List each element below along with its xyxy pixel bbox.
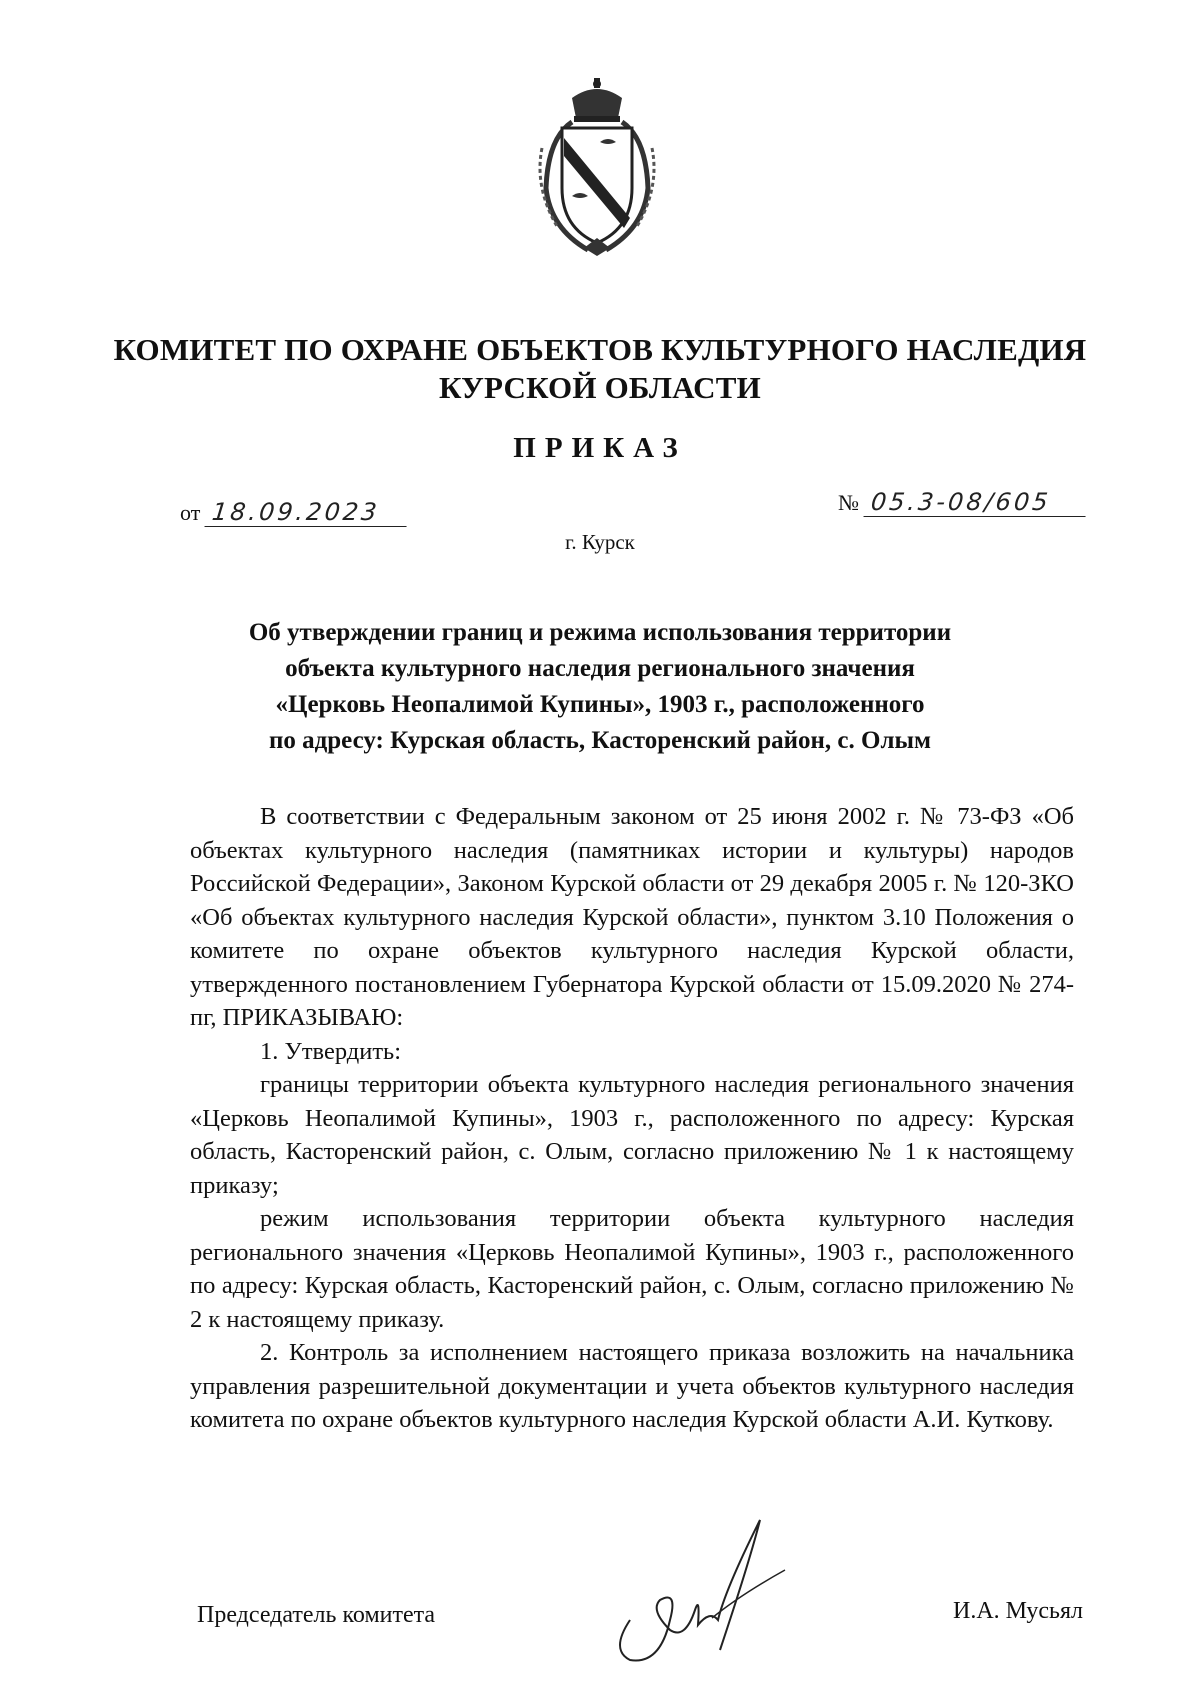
- number-value: 05.3-08/605: [863, 488, 1088, 517]
- signatory-name: И.А. Мусьял: [953, 1598, 1084, 1624]
- body-paragraph: границы территории объекта культурного наследия регионального значения «Церковь Неопалимой Купины», 1903 г., расположенного по адресу: Курская область, Касторенский район, с. Олым, согласно приложению № 1 к настоящему приказу;: [190, 1071, 1074, 1199]
- signatory-position: Председатель комитета: [197, 1602, 436, 1628]
- coat-of-arms-icon: [528, 78, 666, 260]
- subject-line: «Церковь Неопалимой Купины», 1903 г., расположенного: [275, 691, 925, 718]
- document-subject: [150, 615, 1050, 759]
- number-label: №: [838, 490, 859, 515]
- date-value: 18.09.2023: [204, 498, 409, 527]
- subject-line: Об утверждении границ и режима использования территории: [248, 619, 952, 646]
- handwritten-signature-icon: [600, 1500, 800, 1670]
- date-label: от: [180, 500, 201, 525]
- subject-line: объекта культурного наследия регионального значения: [285, 655, 915, 682]
- city: г. Курск: [565, 530, 635, 554]
- body-paragraph: режим использования территории объекта культурного наследия регионального значения «Церковь Неопалимой Купины», 1903 г., расположенного по адресу: Курская область, Касторенский район, с. Олым, согласно приложению № 2 к настоящему приказу.: [190, 1205, 1074, 1333]
- body-paragraph: В соответствии с Федеральным законом от 25 июня 2002 г. № 73-ФЗ «Об объектах культурного наследия (памятниках истории и культуры) народов Российской Федерации», Законом Курской области от 29 декабря 2005 г. № 120-ЗКО «Об объектах культурного наследия Курской области», пунктом 3.10 Положения о комитете по охране объектов культурного наследия Курской области, утвержденного постановлением Губернатора Курской области от 15.09.2020 № 274-пг, ПРИКАЗЫВАЮ:: [190, 803, 1074, 1031]
- number-row: [838, 488, 1087, 517]
- org-name-line2: КУРСКОЙ ОБЛАСТИ: [439, 370, 761, 405]
- body-paragraph: 1. Утвердить:: [260, 1037, 402, 1065]
- body-paragraph: 2. Контроль за исполнением настоящего приказа возложить на начальника управления разрешительной документации и учета объектов культурного наследия комитета по охране объектов культурного наследия Курской области А.И. Куткову.: [190, 1339, 1074, 1433]
- org-name-line1: КОМИТЕТ ПО ОХРАНЕ ОБЪЕКТОВ КУЛЬТУРНОГО НАСЛЕДИЯ: [113, 332, 1087, 367]
- document-body: [190, 800, 1074, 1437]
- subject-line: по адресу: Курская область, Касторенский район, с. Олым: [268, 727, 932, 754]
- document-type: ПРИКАЗ: [513, 432, 687, 464]
- date-row: [180, 498, 408, 527]
